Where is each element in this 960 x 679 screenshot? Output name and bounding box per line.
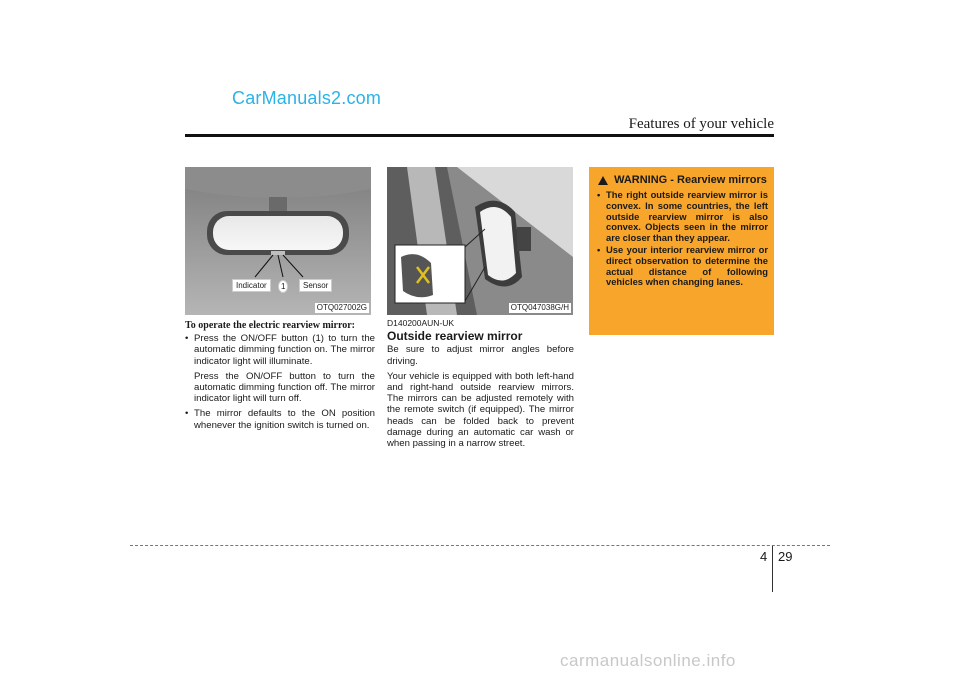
section-title: Outside rearview mirror [387,329,523,344]
figure-interior-mirror [185,167,371,315]
section-code: D140200AUN-UK [387,318,455,328]
bullet-continuation: Press the ON/OFF button to turn the automatic dimming function off. The mirror indicator light will turn off. [194,370,375,405]
subheading: To operate the electric rearview mirror: [185,320,356,331]
figure-outside-mirror [387,167,573,315]
page-header-title: Features of your vehicle [628,116,774,132]
warning-triangle-icon [598,176,608,185]
callout-indicator: Indicator [232,279,271,292]
column-interior-mirror-text [185,320,375,431]
callout-number: 1 [278,280,288,293]
section-number: 4 [760,549,768,564]
figure-code: OTQ027002G [316,303,367,312]
warning-title: WARNING - Rearview mirrors [614,174,767,186]
page-separator [772,546,773,592]
warning-body [597,190,768,288]
bullet-item: • The mirror defaults to the ON position whenever the ignition switch is turned on. [185,408,375,430]
callout-sensor: Sensor [299,279,332,292]
bullet-item: • Press the ON/OFF button (1) to turn the automatic dimming function on. The mirror indicator light will illuminate. [185,333,375,367]
paragraph: Your vehicle is equipped with both left-hand and right-hand outside rearview mirrors. The mirrors can be adjusted remotely with the remote switch (if equipped). The mirror heads can be folded back to prevent damage during an automatic car wash or when passing in a narrow street. [387,370,574,450]
paragraph: Be sure to adjust mirror angles before driving. [387,344,574,367]
warning-bullet: • The right outside rearview mirror is convex. In some countries, the left outside rearview mirror is also convex. Objects seen in the mirror are closer than they appear. [597,190,768,244]
column-outside-mirror-text [387,318,574,453]
figure-code: OTQ047038G/H [510,303,569,312]
header-rule [185,134,774,137]
page-number: 29 [778,549,793,564]
watermark-top: CarManuals2.com [232,88,382,108]
warning-box [589,167,774,335]
warning-header [597,174,768,186]
outside-mirror-illustration [387,167,573,315]
warning-bullet: • Use your interior rearview mirror or direct observation to determine the actual distance of following vehicles when changing lanes. [597,245,768,288]
footer-rule [130,545,830,546]
interior-mirror-illustration [185,167,371,315]
watermark-bottom: carmanualsonline.info [560,651,736,670]
